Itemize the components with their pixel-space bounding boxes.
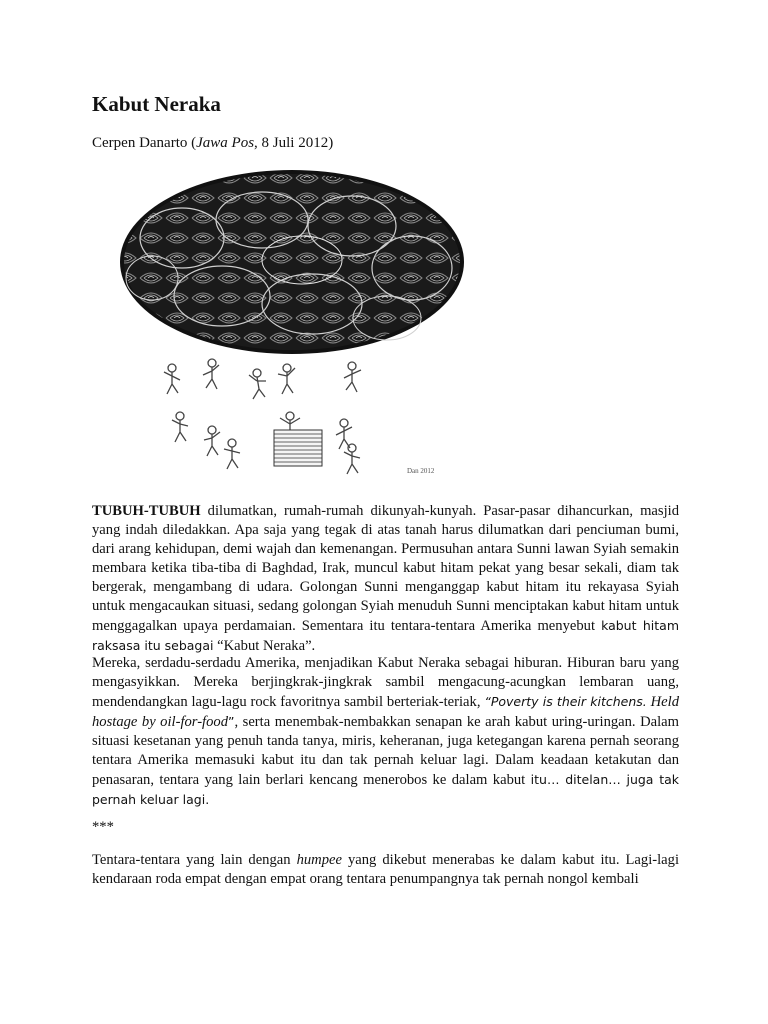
- paragraph-2-quote2: Held hostage by oil-for-food: [92, 694, 679, 730]
- paragraph-3: [92, 851, 679, 889]
- paragraph-1-lead: TUBUH-TUBUH: [92, 503, 201, 519]
- byline-suffix: , 8 Juli 2012): [254, 135, 334, 151]
- shaded-block: [274, 430, 322, 466]
- paragraph-1: [92, 502, 679, 656]
- paragraph-3-part1: Tentara-tentara yang lain dengan: [92, 852, 297, 868]
- byline: [92, 133, 333, 153]
- artist-signature: Dan 2012: [407, 467, 435, 475]
- paragraph-3-italic: humpee: [296, 852, 342, 868]
- byline-prefix: Cerpen Danarto (: [92, 135, 197, 151]
- paragraph-2-part1: Mereka, serdadu-serdadu Amerika, menjadikan Kabut Neraka sebagai hiburan. Hiburan baru yang mengasyikkan. Mereka berjingkrak-jingkrak sambil mengacung-acungkan lembaran uang, mendendangkan lagu-lagu rock favoritnya sambil berteriak-teriak,: [92, 655, 679, 710]
- illustration-black-fog: [112, 168, 472, 490]
- paragraph-2-quote-end: ”: [228, 714, 235, 729]
- paragraph-2: [92, 654, 679, 810]
- paragraph-2-quote1: “Poverty is their kitchens.: [484, 694, 647, 709]
- paragraph-2-sans-tail: itu… ditelan… juga tak pernah keluar lagi.: [92, 772, 680, 807]
- black-fog-cloud: [120, 170, 464, 354]
- paragraph-1-sans-tail: kabut hitam raksasa itu sebagai: [92, 618, 679, 653]
- paragraph-1-body: dilumatkan, rumah-rumah dikunyah-kunyah. Pasar-pasar dihancurkan, masjid yang indah diledakkan. Apa saja yang tegak di atas tanah harus dilumatkan dari penciuman bumi, dari arang kehidupan, demi wajah dan kemenangan. Permusuhan antara Sunni lawan Syiah semakin membara ketika tiba-tiba di Baghdad, Irak, muncul kabut hitam pekat yang besar sekali, diam tak bergerak, mengambang di udara. Golongan Sunni menganggap kabut hitam itu rekayasa Syiah untuk mengacaukan situasi, sedang golongan Syiah menuduh Sunni menciptakan kabut hitam untuk menggagalkan upaya perdamaian. Sementara itu tentara-tentara Amerika menyebut: [92, 503, 679, 634]
- section-separator: ***: [92, 819, 114, 835]
- paragraph-2-part2: , serta menembak-nembakkan senapan ke arah kabut uring-uringan. Dalam situasi kesetanan yang penuh tanda tanya, miris, keheranan, juga ketegangan karena pernah seorang tentara Amerika memasuki kabut itu dan tak pernah keluar lagi. Dalam keadaan ketakutan dan penasaran, tentara yang lain berlari kencang menerobos ke dalam kabut: [92, 714, 679, 788]
- story-title: Kabut Neraka: [92, 92, 221, 116]
- paragraph-3-part2: yang dikebut menerabas ke dalam kabut itu. Lagi-lagi kendaraan roda empat dengan empat orang tentara penumpangnya tak pernah nongol kembali: [92, 852, 679, 887]
- byline-source: Jawa Pos: [196, 135, 255, 151]
- paragraph-1-end: “Kabut Neraka”.: [213, 638, 316, 654]
- fog-drawing: [112, 168, 472, 490]
- soldier-figures: [164, 359, 361, 474]
